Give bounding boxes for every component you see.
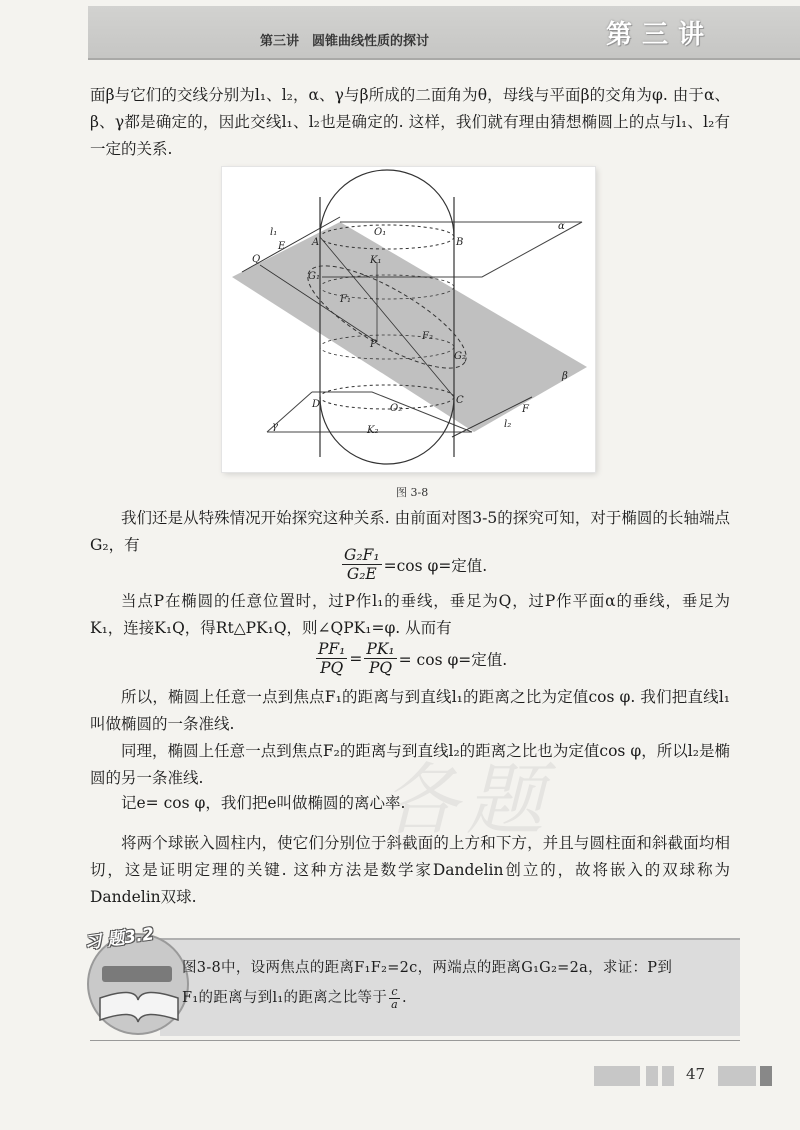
- label-G2: G₂: [454, 351, 466, 362]
- formula-1: $\frac{\text{G₂F₁}}{\text{G₂E}}$ =cos φ=定值.: [344, 546, 488, 583]
- label-K2: K₂: [367, 425, 379, 436]
- bottom-rule: [90, 1040, 740, 1041]
- page-bar-2: [646, 1066, 658, 1086]
- figure-3-8: [222, 167, 595, 472]
- label-alpha: α: [558, 221, 565, 232]
- label-G1: G₁: [308, 271, 320, 282]
- label-F1: F₁: [340, 294, 351, 305]
- watermark: 各题: [380, 756, 553, 846]
- bottom-sphere: [320, 397, 454, 464]
- label-gamma: γ: [272, 421, 278, 432]
- label-E: E: [278, 241, 286, 252]
- header-lecture-badge: 第三讲: [606, 20, 715, 50]
- plane-beta: [232, 222, 587, 432]
- label-Q: Q: [252, 254, 261, 265]
- page-bar-1: [594, 1066, 640, 1086]
- paragraph-7: 将两个球嵌入圆柱内，使它们分别位于斜截面的上方和下方，并且与圆柱面和斜截面均相切，这是证明定理的关键. 这种方法是数学家Dandelin创立的，故将嵌入的双球称为Dandelin双球.: [90, 834, 730, 906]
- figure-diagram: [222, 167, 595, 472]
- label-A: A: [312, 237, 320, 248]
- paragraph-6: 记e= cos φ，我们把e叫做椭圆的离心率.: [121, 794, 406, 812]
- label-l1: l₁: [270, 227, 278, 238]
- label-C: C: [456, 395, 464, 406]
- paragraph-3: 当点P在椭圆的任意位置时，过P作l₁的垂线，垂足为Q，过P作平面α的垂线，垂足为K₁，连接K₁Q，得Rt△PK₁Q，则∠QPK₁=φ. 从而有: [90, 592, 730, 637]
- exercise-text: [182, 953, 730, 1013]
- page-bar-4: [718, 1066, 756, 1086]
- exercise-line-2: F₁的距离与到l₁的距离之比等于 $\frac{c}{a}$ .: [182, 984, 407, 1011]
- label-beta: β: [562, 371, 568, 382]
- header-title: 第三讲 圆锥曲线性质的探讨: [260, 34, 430, 49]
- label-D: D: [312, 399, 321, 410]
- paragraph-5: 同理，椭圆上任意一点到焦点F₂的距离与到直线l₂的距离之比也为定值cos φ，所以l₂是椭圆的另一条准线.: [90, 742, 730, 787]
- figure-caption: 图 3-8: [396, 486, 429, 499]
- page-bar-3: [662, 1066, 674, 1086]
- exercise-label: 习 题3.2: [83, 924, 156, 954]
- paragraph-1: 面β与它们的交线分别为l₁、l₂，α、γ与β所成的二面角为θ，母线与平面β的交角为φ. 由于α、β、γ都是确定的，因此交线l₁、l₂也是确定的. 这样，我们就有理由猜想椭圆上的点与l₁、l₂有一定的关系.: [90, 86, 730, 158]
- label-O2: O₂: [390, 403, 403, 414]
- page-bar-5: [760, 1066, 772, 1086]
- label-O1: O₁: [374, 227, 387, 238]
- label-B: B: [456, 237, 464, 248]
- label-F2: F₂: [422, 331, 433, 342]
- label-F: F: [522, 404, 529, 415]
- paragraph-2: 我们还是从特殊情况开始探究这种关系. 由前面对图3-5的探究可知，对于椭圆的长轴端点G₂，有: [90, 509, 730, 554]
- page-number: 47: [686, 1065, 706, 1083]
- exercise-line-1: 图3-8中，设两焦点的距离F₁F₂=2c，两端点的距离G₁G₂=2a，求证：P到: [182, 960, 673, 976]
- label-l2: l₂: [504, 419, 512, 430]
- label-P: P: [370, 339, 377, 350]
- paragraph-4: 所以，椭圆上任意一点到焦点F₁的距离与到直线l₁的距离之比为定值cos φ. 我们把直线l₁叫做椭圆的一条准线.: [90, 688, 730, 733]
- label-K1: K₁: [370, 255, 382, 266]
- formula-2: $\frac{\text{PF₁}}{PQ}$ = $\frac{\text{PK₁}}{PQ}$ = cos φ=定值.: [318, 640, 508, 677]
